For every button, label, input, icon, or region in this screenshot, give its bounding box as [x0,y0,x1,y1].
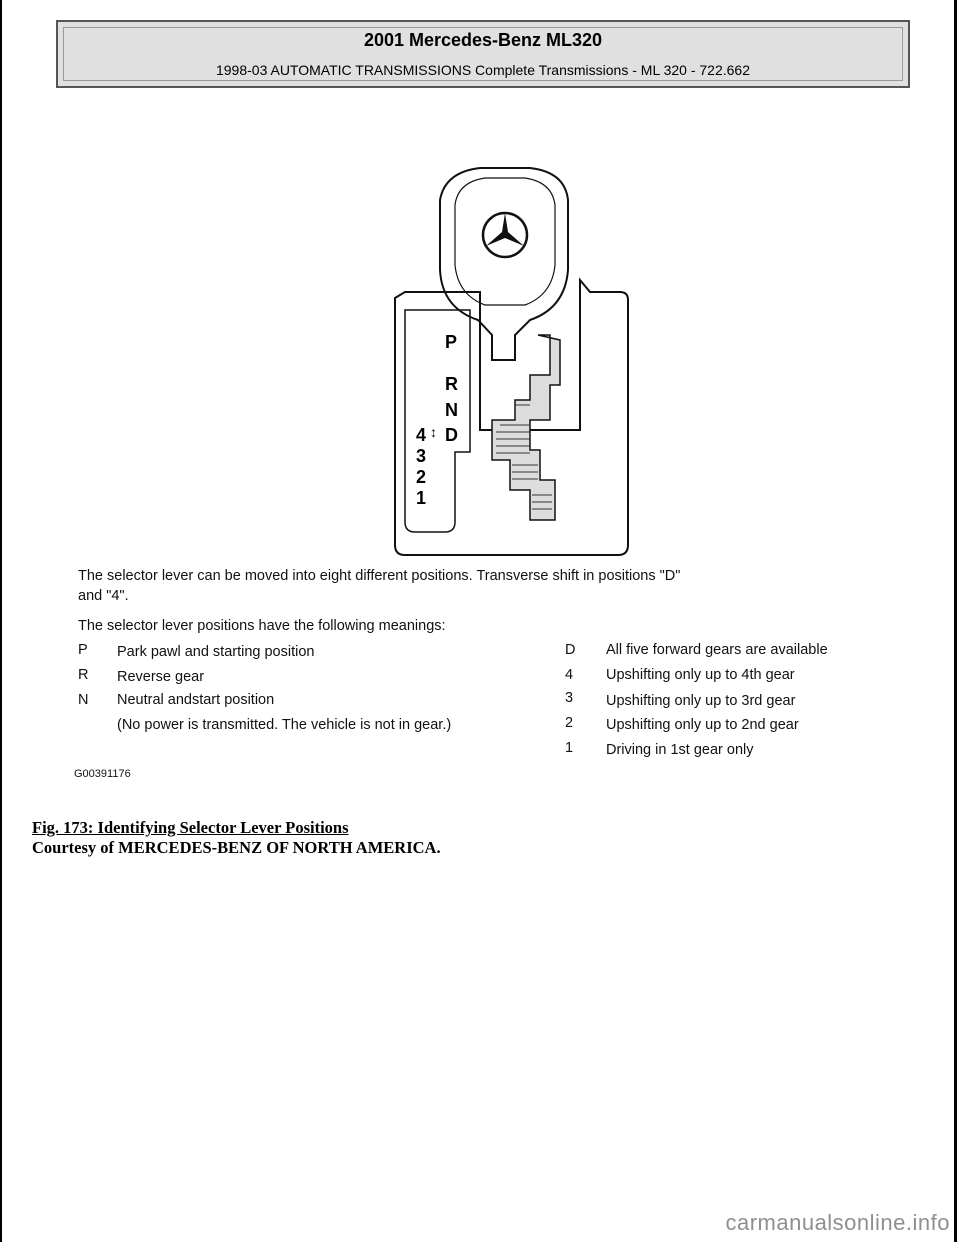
figure-caption [32,818,441,858]
position-text-2: Upshifting only up to 2nd gear [606,717,799,733]
caption-title: Fig. 173: Identifying Selector Lever Positions [32,818,349,837]
position-key-3: 3 [565,690,574,706]
document-header [56,20,910,88]
mercedes-star-icon [483,213,527,257]
figure-code: G00391176 [74,768,131,780]
gate-label-4: 4 [416,425,427,445]
position-key-2: 2 [565,715,574,731]
gate-label-p: P [445,332,458,352]
site-watermark: carmanualsonline.info [725,1210,950,1235]
position-text-4: Upshifting only up to 4th gear [606,667,795,683]
gate-label-r: R [445,374,458,394]
position-note-n: (No power is transmitted. The vehicle is not in gear.) [117,717,452,733]
figure-description-line1: The selector lever can be moved into eight different positions. Transverse shift in positions "D" [78,568,681,584]
position-key-n: N [78,692,89,708]
header-title: 2001 Mercedes-Benz ML320 [363,30,603,50]
position-text-d: All five forward gears are available [606,642,828,658]
position-key-r: R [78,667,89,683]
gate-label-2: 2 [416,467,427,487]
gate-label-d: D [445,425,458,445]
lever-knob-inner [455,178,555,305]
selector-lever-illustration [60,160,920,560]
position-text-1: Driving in 1st gear only [606,742,754,758]
position-text-n: Neutral andstart position [117,692,275,708]
gate-label-1: 1 [416,488,427,508]
position-key-p: P [78,642,88,658]
shift-gate-inner [405,310,470,532]
shift-gate-plate [395,280,628,555]
selector-lever-figure [60,160,920,800]
position-key-d: D [565,642,576,658]
gate-label-n: N [445,400,458,420]
transverse-arrow-icon: ↕ [430,426,437,441]
position-key-1: 1 [565,740,574,756]
header-subtitle: 1998-03 AUTOMATIC TRANSMISSIONS Complete Transmissions - ML 320 - 722.662 [215,62,751,78]
position-text-3: Upshifting only up to 3rd gear [606,693,796,709]
figure-meanings-intro: The selector lever positions have the following meanings: [78,618,446,634]
position-key-4: 4 [565,667,574,683]
lever-knob [440,168,568,360]
figure-description-line2: and "4". [78,588,129,604]
position-text-p: Park pawl and starting position [117,644,315,660]
lever-slot [492,335,560,520]
position-text-r: Reverse gear [117,669,205,685]
gate-label-3: 3 [416,446,427,466]
caption-courtesy: Courtesy of MERCEDES-BENZ OF NORTH AMERICA. [32,838,441,857]
